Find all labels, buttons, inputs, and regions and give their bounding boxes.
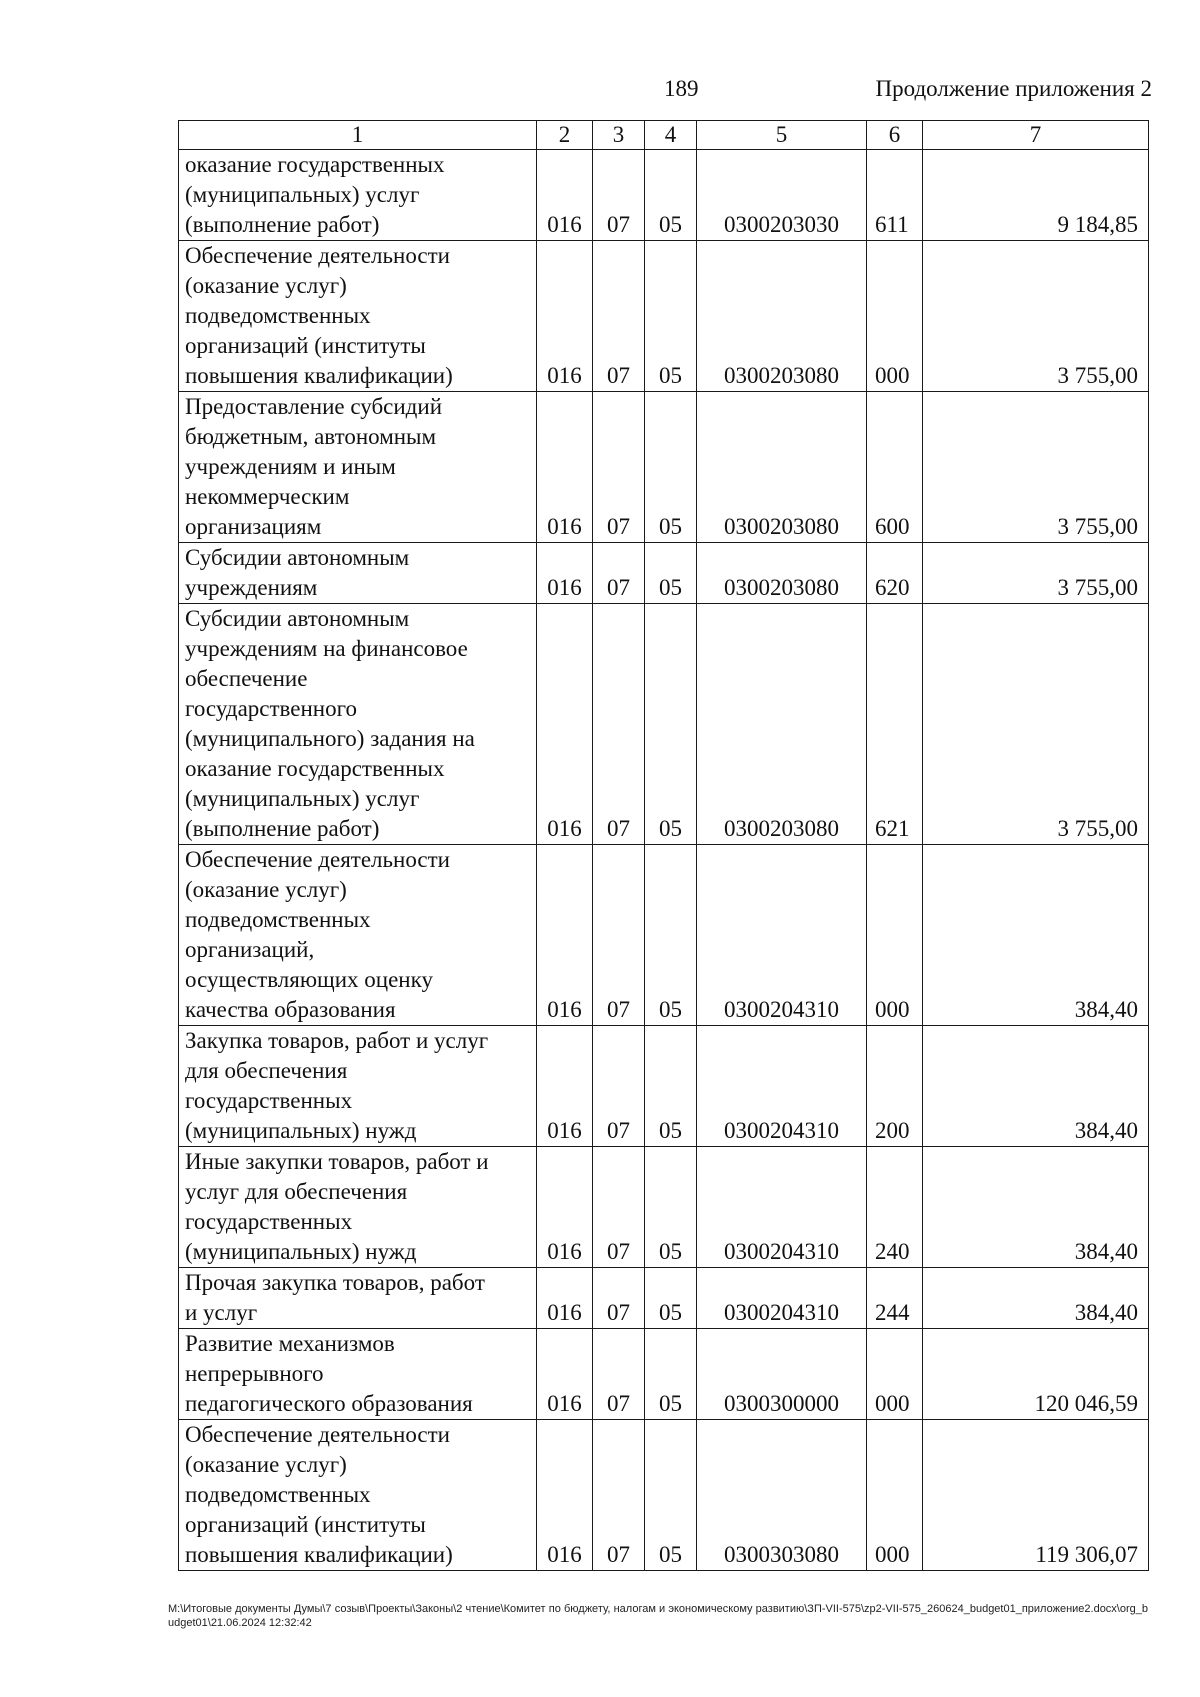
description-line: для обеспечения <box>185 1058 348 1083</box>
cell-c4: 05 <box>645 845 697 1026</box>
description-line: подведомственных <box>185 303 371 328</box>
column-header: 3 <box>593 121 645 150</box>
cell-c7: 384,40 <box>923 1147 1149 1268</box>
cell-c3: 07 <box>593 1147 645 1268</box>
row-description <box>179 241 537 392</box>
table-body <box>179 150 1149 1571</box>
description-line: и услуг <box>185 1300 258 1325</box>
cell-c5: 0300204310 <box>697 1026 867 1147</box>
row-description <box>179 1147 537 1268</box>
row-description <box>179 1026 537 1147</box>
column-header: 2 <box>537 121 593 150</box>
cell-c4: 05 <box>645 150 697 241</box>
description-line: государственных <box>185 1088 353 1113</box>
cell-c4: 05 <box>645 241 697 392</box>
row-description <box>179 604 537 845</box>
description-line: Обеспечение деятельности <box>185 847 450 872</box>
cell-c3: 07 <box>593 241 645 392</box>
description-line: государственных <box>185 1209 353 1234</box>
budget-table <box>178 120 1149 1571</box>
row-description <box>179 392 537 543</box>
cell-c3: 07 <box>593 1329 645 1420</box>
row-description <box>179 845 537 1026</box>
page-number: 189 <box>664 76 699 101</box>
cell-c5: 0300203080 <box>697 392 867 543</box>
cell-c7: 3 755,00 <box>923 543 1149 604</box>
file-path-footer: M:\Итоговые документы Думы\7 созыв\Проекты\Законы\2 чтение\Комитет по бюджету, налогам и экономическому развитию\ЗП-VII-575\zp2-VII-575_260624_budget01_приложение2.docx\org_budget01\21.06.2024 12:32:42 <box>168 1603 1148 1629</box>
cell-c7: 3 755,00 <box>923 604 1149 845</box>
cell-c4: 05 <box>645 543 697 604</box>
description-line: повышения квалификации) <box>185 363 453 388</box>
column-header: 4 <box>645 121 697 150</box>
description-line: учреждениям <box>185 575 318 600</box>
table-row <box>179 241 1149 392</box>
cell-c2: 016 <box>537 392 593 543</box>
cell-c4: 05 <box>645 1026 697 1147</box>
cell-c5: 0300204310 <box>697 1268 867 1329</box>
description-line: организаций (институты <box>185 1512 426 1537</box>
description-line: Закупка товаров, работ и услуг <box>185 1028 489 1053</box>
cell-c3: 07 <box>593 1420 645 1571</box>
description-line: услуг для обеспечения <box>185 1179 408 1204</box>
description-line: Обеспечение деятельности <box>185 243 450 268</box>
description-line: непрерывного <box>185 1361 324 1386</box>
description-line: (оказание услуг) <box>185 877 347 902</box>
description-line: (муниципального) задания на <box>185 726 475 751</box>
table-row <box>179 543 1149 604</box>
cell-c4: 05 <box>645 1329 697 1420</box>
description-line: (выполнение работ) <box>185 212 380 237</box>
description-line: учреждениям и иным <box>185 454 396 479</box>
column-header: 7 <box>923 121 1149 150</box>
description-line: качества образования <box>185 997 396 1022</box>
description-line: (муниципальных) нужд <box>185 1239 417 1264</box>
cell-c7: 3 755,00 <box>923 241 1149 392</box>
description-line: Обеспечение деятельности <box>185 1422 450 1447</box>
description-line: оказание государственных <box>185 756 445 781</box>
cell-c2: 016 <box>537 543 593 604</box>
cell-c3: 07 <box>593 543 645 604</box>
cell-c7: 120 046,59 <box>923 1329 1149 1420</box>
row-description <box>179 1420 537 1571</box>
column-header: 6 <box>867 121 923 150</box>
description-line: бюджетным, автономным <box>185 424 437 449</box>
description-line: Субсидии автономным <box>185 545 410 570</box>
row-description <box>179 543 537 604</box>
description-line: подведомственных <box>185 907 371 932</box>
description-line: (оказание услуг) <box>185 273 347 298</box>
cell-c5: 0300203030 <box>697 150 867 241</box>
description-line: повышения квалификации) <box>185 1542 453 1567</box>
description-line: Иные закупки товаров, работ и <box>185 1149 489 1174</box>
table-row <box>179 150 1149 241</box>
description-line: организациям <box>185 514 322 539</box>
cell-c2: 016 <box>537 150 593 241</box>
cell-c6: 611 <box>867 150 923 241</box>
cell-c3: 07 <box>593 1026 645 1147</box>
description-line: (муниципальных) услуг <box>185 786 420 811</box>
description-line: педагогического образования <box>185 1391 473 1416</box>
description-line: Развитие механизмов <box>185 1331 395 1356</box>
table-row <box>179 604 1149 845</box>
cell-c4: 05 <box>645 1420 697 1571</box>
description-line: некоммерческим <box>185 484 350 509</box>
table-row <box>179 1147 1149 1268</box>
cell-c7: 119 306,07 <box>923 1420 1149 1571</box>
description-line: Предоставление субсидий <box>185 394 442 419</box>
cell-c2: 016 <box>537 241 593 392</box>
cell-c4: 05 <box>645 1147 697 1268</box>
cell-c5: 0300300000 <box>697 1329 867 1420</box>
column-header: 5 <box>697 121 867 150</box>
description-line: учреждениям на финансовое <box>185 636 468 661</box>
description-line: Прочая закупка товаров, работ <box>185 1270 485 1295</box>
description-line: (муниципальных) нужд <box>185 1118 417 1143</box>
description-line: организаций (институты <box>185 333 426 358</box>
cell-c6: 000 <box>867 1420 923 1571</box>
cell-c2: 016 <box>537 604 593 845</box>
cell-c6: 240 <box>867 1147 923 1268</box>
description-line: (муниципальных) услуг <box>185 182 420 207</box>
description-line: обеспечение <box>185 666 308 691</box>
description-line: организаций, <box>185 937 315 962</box>
row-description <box>179 150 537 241</box>
cell-c4: 05 <box>645 1268 697 1329</box>
cell-c2: 016 <box>537 845 593 1026</box>
table-row <box>179 845 1149 1026</box>
cell-c6: 000 <box>867 845 923 1026</box>
cell-c7: 384,40 <box>923 845 1149 1026</box>
description-line: подведомственных <box>185 1482 371 1507</box>
cell-c5: 0300203080 <box>697 241 867 392</box>
row-description <box>179 1329 537 1420</box>
cell-c6: 000 <box>867 1329 923 1420</box>
cell-c6: 600 <box>867 392 923 543</box>
cell-c3: 07 <box>593 392 645 543</box>
description-line: осуществляющих оценку <box>185 967 433 992</box>
table-row <box>179 1420 1149 1571</box>
description-line: (оказание услуг) <box>185 1452 347 1477</box>
column-header: 1 <box>179 121 537 150</box>
cell-c4: 05 <box>645 392 697 543</box>
cell-c7: 9 184,85 <box>923 150 1149 241</box>
cell-c5: 0300303080 <box>697 1420 867 1571</box>
cell-c5: 0300203080 <box>697 543 867 604</box>
cell-c7: 384,40 <box>923 1026 1149 1147</box>
cell-c5: 0300203080 <box>697 604 867 845</box>
cell-c3: 07 <box>593 1268 645 1329</box>
cell-c6: 620 <box>867 543 923 604</box>
table-row <box>179 1268 1149 1329</box>
cell-c2: 016 <box>537 1268 593 1329</box>
description-line: Субсидии автономным <box>185 606 410 631</box>
cell-c2: 016 <box>537 1026 593 1147</box>
description-line: оказание государственных <box>185 152 445 177</box>
cell-c3: 07 <box>593 150 645 241</box>
table-row <box>179 1026 1149 1147</box>
cell-c2: 016 <box>537 1147 593 1268</box>
cell-c5: 0300204310 <box>697 1147 867 1268</box>
cell-c4: 05 <box>645 604 697 845</box>
cell-c7: 384,40 <box>923 1268 1149 1329</box>
cell-c6: 200 <box>867 1026 923 1147</box>
cell-c2: 016 <box>537 1420 593 1571</box>
row-description <box>179 1268 537 1329</box>
table-row <box>179 392 1149 543</box>
cell-c2: 016 <box>537 1329 593 1420</box>
cell-c5: 0300204310 <box>697 845 867 1026</box>
cell-c7: 3 755,00 <box>923 392 1149 543</box>
cell-c6: 621 <box>867 604 923 845</box>
cell-c3: 07 <box>593 604 645 845</box>
header-row <box>179 121 1149 150</box>
cell-c6: 244 <box>867 1268 923 1329</box>
description-line: (выполнение работ) <box>185 816 380 841</box>
table-row <box>179 1329 1149 1420</box>
cell-c3: 07 <box>593 845 645 1026</box>
cell-c6: 000 <box>867 241 923 392</box>
description-line: государственного <box>185 696 357 721</box>
continuation-label: Продолжение приложения 2 <box>875 76 1152 101</box>
